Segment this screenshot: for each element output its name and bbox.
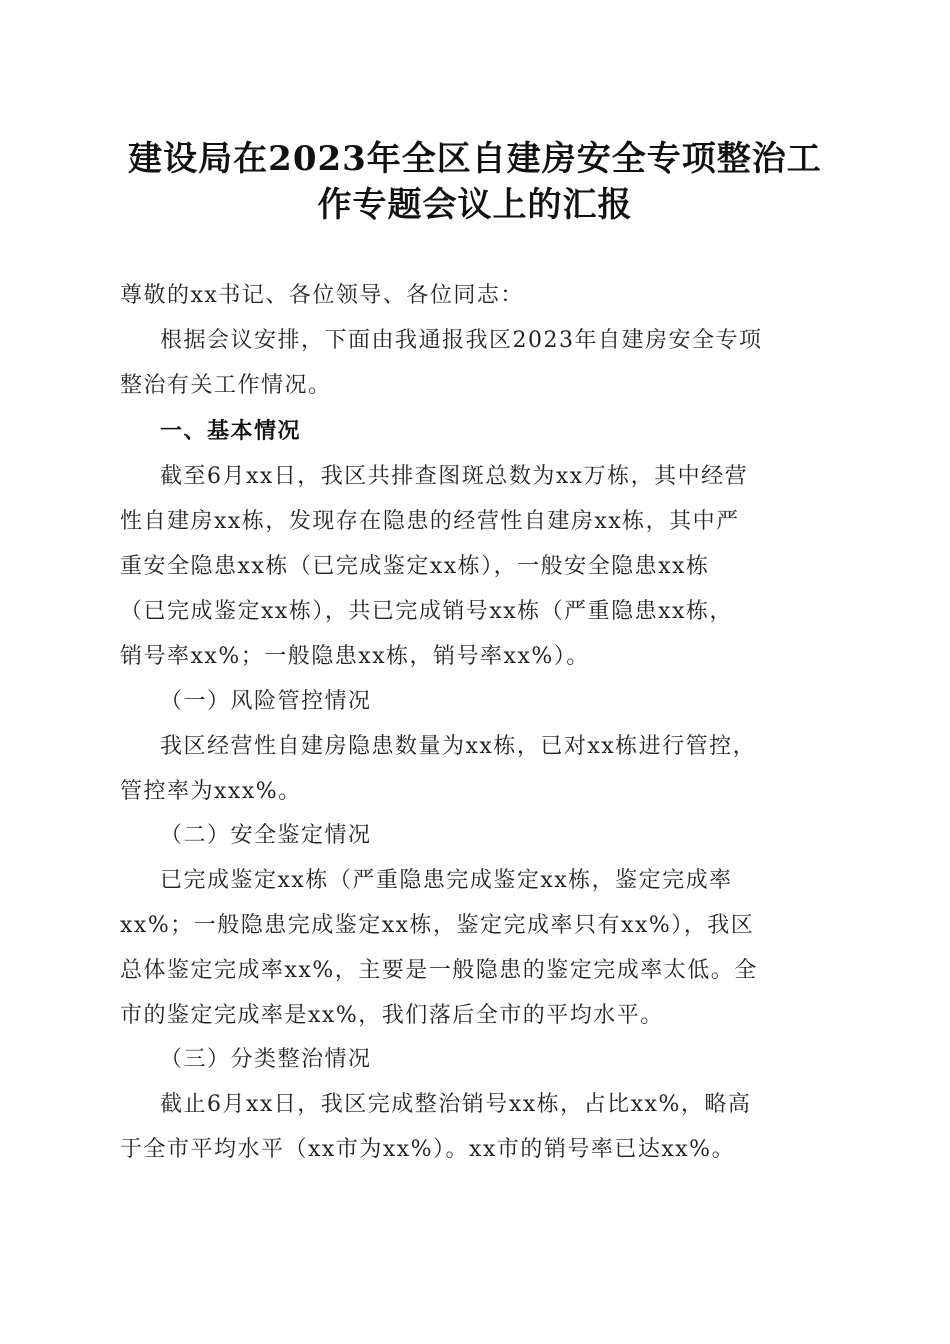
- title-line-1: 建设局在2023年全区自建房安全专项整治工: [128, 139, 822, 179]
- classified-remediation-paragraph: 截止6月xx日，我区完成整治销号xx栋，占比xx%，略高 于全市平均水平（xx市为xx%）。xx市的销号率已达xx%。: [120, 1092, 752, 1162]
- risk-control-paragraph: 我区经营性自建房隐患数量为xx栋，已对xx栋进行管控， 管控率为xxx%。: [120, 734, 757, 804]
- subsection-heading-risk-control: （一）风险管控情况: [160, 689, 372, 714]
- basic-situation-paragraph: 截至6月xx日，我区共排查图斑总数为xx万栋，其中经营 性自建房xx栋，发现存在隐患的经营性自建房xx栋，其中严 重安全隐患xx栋（已完成鉴定xx栋），一般安全隐患xx栋 （已完成鉴定xx栋），共已完成销号xx栋（严重隐患xx栋， 销号率xx%；一般隐患xx栋，销号率xx%）。: [120, 464, 749, 669]
- subsection-heading-safety-appraisal: （二）安全鉴定情况: [160, 823, 372, 848]
- section-heading-basic: 一、基本情况: [160, 419, 302, 444]
- document-title: [118, 136, 832, 228]
- safety-appraisal-paragraph: 已完成鉴定xx栋（严重隐患完成鉴定xx栋，鉴定完成率 xx%；一般隐患完成鉴定xx栋，鉴定完成率只有xx%），我区 总体鉴定完成率xx%，主要是一般隐患的鉴定完成率太低。全 市的鉴定完成率是xx%，我们落后全市的平均水平。: [120, 868, 758, 1028]
- title-line-2: 作专题会议上的汇报: [317, 185, 633, 225]
- subsection-heading-classified-remediation: （三）分类整治情况: [160, 1047, 372, 1072]
- salutation: 尊敬的xx书记、各位领导、各位同志：: [120, 283, 524, 308]
- intro-paragraph: 根据会议安排，下面由我通报我区2023年自建房安全专项 整治有关工作情况。: [120, 328, 763, 398]
